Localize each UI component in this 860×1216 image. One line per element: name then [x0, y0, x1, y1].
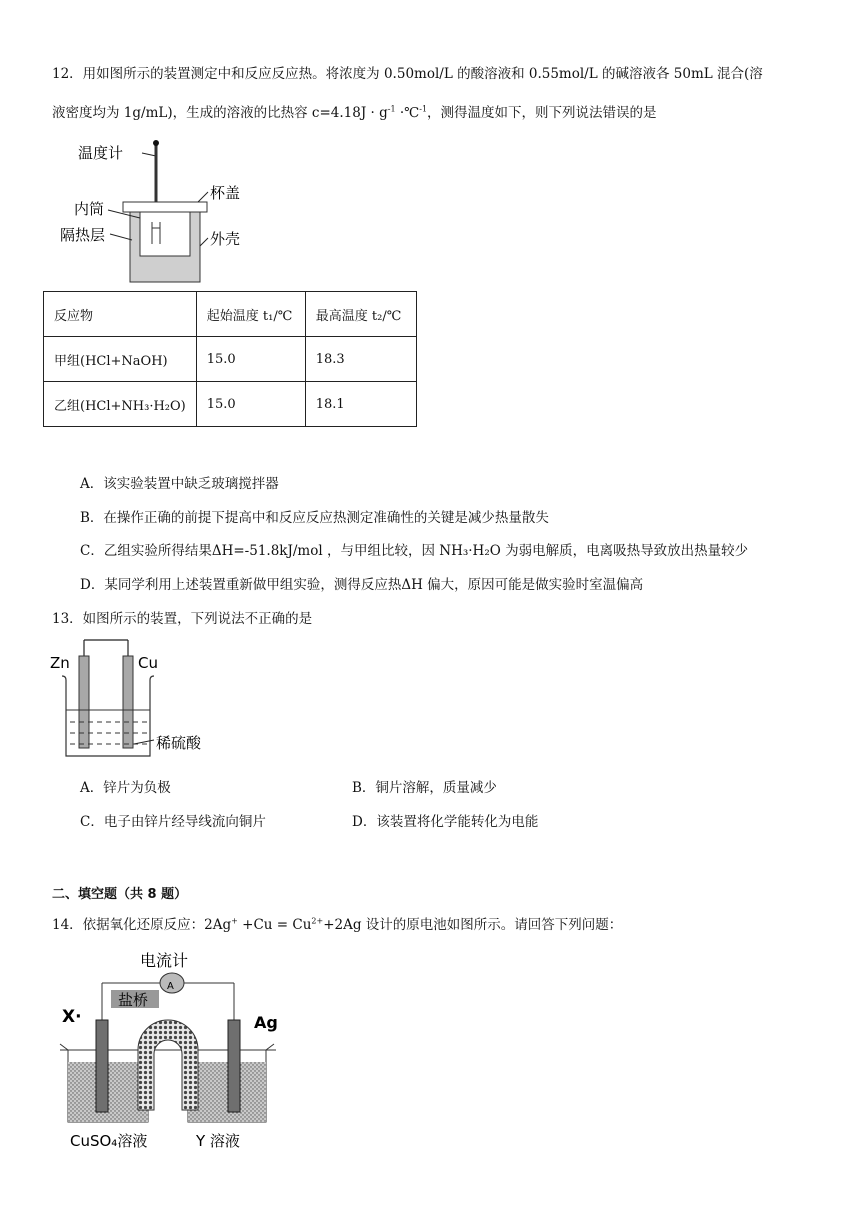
label-y-solution: Y 溶液	[196, 1132, 240, 1150]
q14-stem: 14．依据氧化还原反应：$2Ag^+ +Cu = Cu^{2+}+2Ag$ 设计的原电池如图所示。请回答下列问题：	[52, 916, 623, 933]
label-sulfuric-acid: 稀硫酸	[156, 734, 202, 752]
q13-option-d: D．该装置将化学能转化为电能	[352, 814, 539, 830]
table-cell: 18.3	[305, 337, 416, 382]
label-electrode-ag: Ag	[254, 1013, 278, 1032]
q13-option-b: B．铜片溶解，质量减少	[352, 780, 497, 796]
table-header-cell: 反应物	[44, 292, 197, 337]
table-header-row	[44, 292, 417, 337]
table-header-cell: 起始温度 t₁/℃	[196, 292, 305, 337]
q13-stem: 13．如图所示的装置，下列说法不正确的是	[52, 611, 313, 627]
q12-stem-line2: 液密度均为 1g/mL)，生成的溶液的比热容 $c=4.18J \cdot g^{-1}$ ·℃$^{-1}$，测得温度如下，则下列说法错误的是	[52, 104, 657, 121]
table-cell: 18.1	[305, 382, 416, 427]
ammeter-symbol: A	[167, 981, 174, 992]
label-electrode-x: X·	[62, 1007, 82, 1027]
q12-option-b: B．在操作正确的前提下提高中和反应反应热测定准确性的关键是减少热量散失	[80, 510, 549, 526]
label-zn: Zn	[50, 654, 70, 672]
table-cell: 甲组(HCl+NaOH)	[44, 337, 197, 382]
label-cuso4-solution: CuSO₄溶液	[70, 1132, 148, 1150]
label-thermometer: 温度计	[78, 144, 124, 162]
table-cell: 乙组(HCl+NH₃·H₂O)	[44, 382, 197, 427]
table-cell: 15.0	[196, 337, 305, 382]
q12-option-c: C．乙组实验所得结果ΔH=-51.8kJ/mol ，与甲组比较，因 NH₃·H₂O 为弱电解质，电离吸热导致放出热量较少	[80, 543, 749, 559]
section-heading: 二、填空题（共 8 题）	[52, 887, 188, 902]
label-insulation: 隔热层	[60, 226, 106, 244]
label-shell: 外壳	[210, 230, 241, 248]
table-row	[44, 382, 417, 427]
label-salt-bridge: 盐桥	[118, 991, 149, 1009]
calorimeter-diagram	[60, 132, 260, 292]
label-cu: Cu	[138, 654, 158, 672]
q12-option-a: A．该实验装置中缺乏玻璃搅拌器	[80, 476, 279, 492]
table-row	[44, 337, 417, 382]
label-ammeter: 电流计	[140, 951, 189, 970]
salt-bridge-cell-diagram	[58, 950, 288, 1155]
q13-option-c: C．电子由锌片经导线流向铜片	[80, 814, 266, 830]
label-inner-cylinder: 内筒	[74, 200, 105, 218]
zn-cu-cell-diagram	[50, 636, 230, 766]
q13-option-a: A．锌片为负极	[80, 780, 171, 796]
label-lid: 杯盖	[210, 184, 241, 202]
table-header-cell: 最高温度 t₂/℃	[305, 292, 416, 337]
q12-stem-line1: 12．用如图所示的装置测定中和反应反应热。将浓度为 0.50mol/L 的酸溶液和 0.55mol/L 的碱溶液各 50mL 混合(溶	[52, 66, 763, 82]
temperature-table	[43, 291, 417, 427]
table-cell: 15.0	[196, 382, 305, 427]
q12-option-d: D．某同学利用上述装置重新做甲组实验，测得反应热ΔH 偏大，原因可能是做实验时室温偏高	[80, 577, 644, 593]
